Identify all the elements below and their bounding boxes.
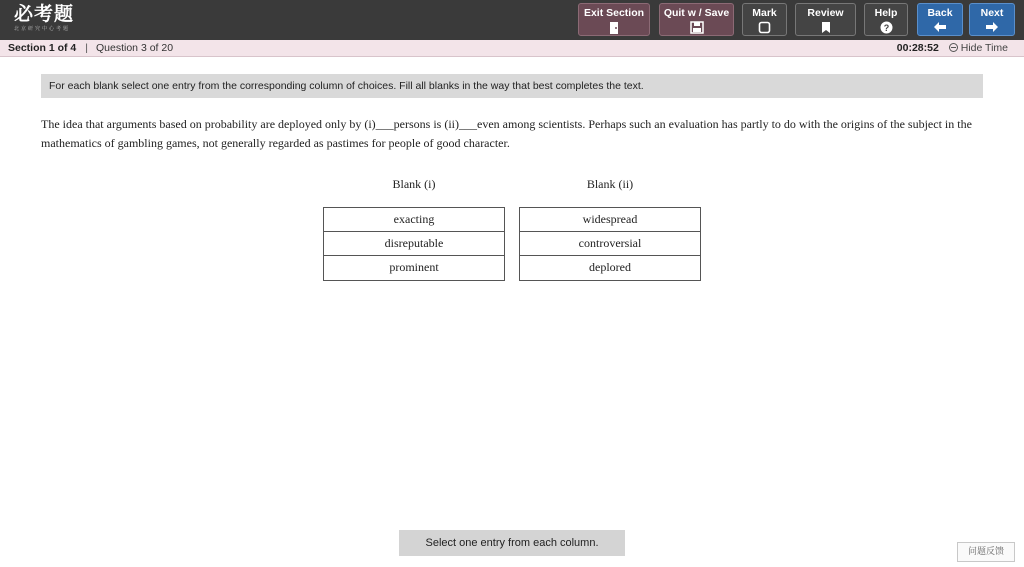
help-label: Help bbox=[874, 7, 898, 19]
brand-subtitle: 北京研究中心考题 bbox=[14, 26, 71, 32]
mark-label: Mark bbox=[752, 7, 777, 19]
blank-ii-choice-widespread[interactable]: widespread bbox=[520, 208, 700, 232]
arrow-left-icon bbox=[918, 21, 962, 35]
question-indicator: Question 3 of 20 bbox=[96, 42, 174, 54]
status-separator: | bbox=[85, 42, 88, 54]
brand-logo bbox=[14, 3, 84, 37]
blank-ii-header: Blank (ii) bbox=[586, 177, 634, 191]
bookmark-icon bbox=[796, 21, 855, 35]
back-label: Back bbox=[927, 7, 953, 19]
review-label: Review bbox=[807, 7, 844, 19]
question-passage: The idea that arguments based on probability are deployed only by (i)___persons is (ii)___even among scientists. Perhaps such an evaluation has partly to do with the origins of the subject in the mathematics of gambling games, not generally regarded as pastimes for people of good character. bbox=[41, 117, 972, 150]
hide-time-label: Hide Time bbox=[960, 42, 1008, 54]
countdown-timer: 00:28:52 bbox=[896, 42, 939, 54]
section-progress bbox=[8, 41, 173, 56]
back-button[interactable] bbox=[917, 3, 963, 36]
minus-circle-icon bbox=[949, 43, 958, 52]
instruction-banner: For each blank select one entry from the corresponding column of choices. Fill all blanks in the way that best completes the text. bbox=[41, 74, 983, 98]
brand-title: 必考题 bbox=[14, 3, 75, 25]
checkbox-icon bbox=[743, 21, 786, 35]
next-button[interactable] bbox=[969, 3, 1015, 36]
help-button[interactable] bbox=[864, 3, 908, 36]
blank-ii-choice-deplored[interactable]: deplored bbox=[520, 256, 700, 280]
svg-text:?: ? bbox=[883, 23, 889, 33]
question-icon bbox=[865, 21, 907, 35]
exit-section-label: Exit Section bbox=[583, 7, 645, 19]
timer-area bbox=[897, 41, 1008, 56]
blank-i-choice-exacting[interactable]: exacting bbox=[324, 208, 504, 232]
quit-save-label: Quit w / Save bbox=[663, 7, 730, 19]
blank-i-header: Blank (i) bbox=[392, 177, 436, 191]
exit-section-button[interactable] bbox=[578, 3, 650, 36]
blank-i-choice-prominent[interactable]: prominent bbox=[324, 256, 504, 280]
mark-button[interactable] bbox=[742, 3, 787, 36]
blank-i-choices bbox=[323, 207, 505, 281]
next-label: Next bbox=[980, 7, 1004, 19]
blank-ii-choices bbox=[519, 207, 701, 281]
selection-status-message: Select one entry from each column. bbox=[399, 530, 625, 556]
hide-time-toggle[interactable] bbox=[949, 42, 1008, 54]
top-toolbar bbox=[0, 0, 1024, 40]
save-icon bbox=[660, 21, 733, 35]
section-indicator: Section 1 of 4 bbox=[8, 42, 77, 54]
arrow-right-icon bbox=[970, 21, 1014, 35]
blank-ii-choice-controversial[interactable]: controversial bbox=[520, 232, 700, 256]
quit-save-button[interactable] bbox=[659, 3, 734, 36]
section-status-bar bbox=[0, 40, 1024, 57]
feedback-button[interactable]: 问题反馈 bbox=[957, 542, 1015, 562]
blank-i-choice-disreputable[interactable]: disreputable bbox=[324, 232, 504, 256]
exit-door-icon bbox=[579, 21, 649, 35]
review-button[interactable] bbox=[795, 3, 856, 36]
